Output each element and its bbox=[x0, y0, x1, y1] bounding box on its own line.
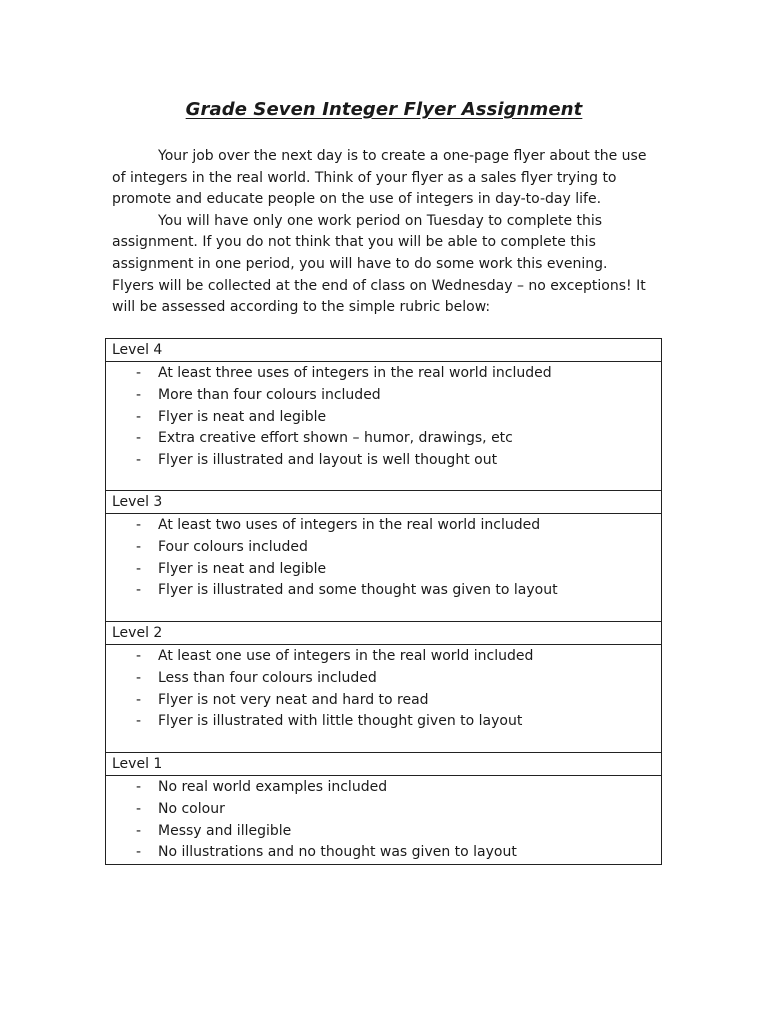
criteria-item bbox=[106, 821, 661, 843]
intro-paragraph: You will have only one work period on Tuesday to complete this assignment. If you do not think that you will be able to complete this assignment in one period, you will have to do some work this evening. Flyers will be collected at the end of class on Wednesday – no exceptions! It will be assessed according to the simple rubric below: bbox=[112, 212, 646, 316]
bullet-dash: - bbox=[136, 582, 142, 599]
rubric-criteria-row bbox=[106, 645, 662, 753]
criteria-text: At least three uses of integers in the real world included bbox=[158, 365, 552, 381]
criteria-item bbox=[106, 559, 661, 581]
criteria-text: Flyer is neat and legible bbox=[158, 560, 327, 577]
criteria-list bbox=[106, 362, 661, 472]
bullet-dash: - bbox=[136, 517, 142, 533]
level-label: Level 4 bbox=[106, 339, 662, 362]
level-label: Level 2 bbox=[106, 622, 662, 645]
bullet-dash: - bbox=[136, 691, 142, 708]
criteria-text: Messy and illegible bbox=[158, 822, 292, 839]
criteria-text: More than four colours included bbox=[158, 386, 381, 403]
bullet-dash: - bbox=[136, 669, 142, 686]
rubric-level-row bbox=[106, 622, 662, 645]
bullet-dash: - bbox=[136, 648, 142, 664]
bullet-dash: - bbox=[136, 844, 142, 861]
criteria-cell bbox=[106, 362, 662, 491]
criteria-item bbox=[106, 580, 661, 602]
rubric-level-row bbox=[106, 491, 662, 514]
criteria-text: Flyer is illustrated and some thought was given to layout bbox=[158, 582, 558, 599]
criteria-list bbox=[106, 776, 661, 864]
bullet-dash: - bbox=[136, 365, 142, 381]
criteria-list bbox=[106, 645, 661, 733]
bullet-dash: - bbox=[136, 713, 142, 730]
bullet-dash: - bbox=[136, 800, 142, 817]
criteria-text: At least one use of integers in the real world included bbox=[158, 648, 534, 664]
criteria-text: Four colours included bbox=[158, 538, 308, 555]
criteria-item bbox=[106, 668, 661, 690]
rubric-criteria-row bbox=[106, 776, 662, 865]
bullet-dash: - bbox=[136, 560, 142, 577]
criteria-cell bbox=[106, 514, 662, 622]
criteria-item bbox=[106, 428, 661, 450]
bullet-dash: - bbox=[136, 779, 142, 795]
criteria-text: Flyer is illustrated and layout is well thought out bbox=[158, 452, 498, 469]
criteria-item bbox=[106, 799, 661, 821]
rubric-criteria-row bbox=[106, 514, 662, 622]
criteria-text: Less than four colours included bbox=[158, 669, 377, 686]
level-label: Level 3 bbox=[106, 491, 662, 514]
criteria-text: Flyer is neat and legible bbox=[158, 408, 327, 425]
bullet-dash: - bbox=[136, 538, 142, 555]
criteria-item bbox=[106, 711, 661, 733]
criteria-item bbox=[106, 407, 661, 429]
bullet-dash: - bbox=[136, 408, 142, 425]
criteria-text: Flyer is not very neat and hard to read bbox=[158, 691, 429, 708]
intro-paragraph: Your job over the next day is to create a one-page flyer about the use of integers in the real world. Think of your flyer as a sales flyer trying to promote and educate people on the use of integers in day-to-day life. bbox=[112, 148, 647, 208]
rubric-table bbox=[105, 338, 662, 865]
criteria-text: At least two uses of integers in the real world included bbox=[158, 517, 541, 533]
rubric-criteria-row bbox=[106, 362, 662, 491]
bullet-dash: - bbox=[136, 452, 142, 469]
criteria-cell bbox=[106, 776, 662, 865]
criteria-text: No real world examples included bbox=[158, 779, 388, 795]
criteria-item bbox=[106, 842, 661, 864]
intro-text bbox=[112, 146, 652, 319]
bullet-dash: - bbox=[136, 430, 142, 447]
criteria-item bbox=[106, 537, 661, 559]
level-label: Level 1 bbox=[106, 753, 662, 776]
criteria-text: No illustrations and no thought was given to layout bbox=[158, 844, 517, 861]
criteria-list bbox=[106, 514, 661, 602]
bullet-dash: - bbox=[136, 822, 142, 839]
criteria-item bbox=[106, 363, 661, 385]
criteria-item bbox=[106, 777, 661, 799]
criteria-item bbox=[106, 385, 661, 407]
page-title: Grade Seven Integer Flyer Assignment bbox=[185, 99, 583, 120]
criteria-item bbox=[106, 450, 661, 472]
criteria-text: Flyer is illustrated with little thought given to layout bbox=[158, 713, 523, 730]
criteria-item bbox=[106, 690, 661, 712]
rubric-level-row bbox=[106, 753, 662, 776]
bullet-dash: - bbox=[136, 386, 142, 403]
criteria-item bbox=[106, 515, 661, 537]
criteria-text: No colour bbox=[158, 800, 225, 817]
criteria-cell bbox=[106, 645, 662, 753]
rubric-level-row bbox=[106, 339, 662, 362]
criteria-item bbox=[106, 646, 661, 668]
criteria-text: Extra creative effort shown – humor, drawings, etc bbox=[158, 430, 513, 447]
